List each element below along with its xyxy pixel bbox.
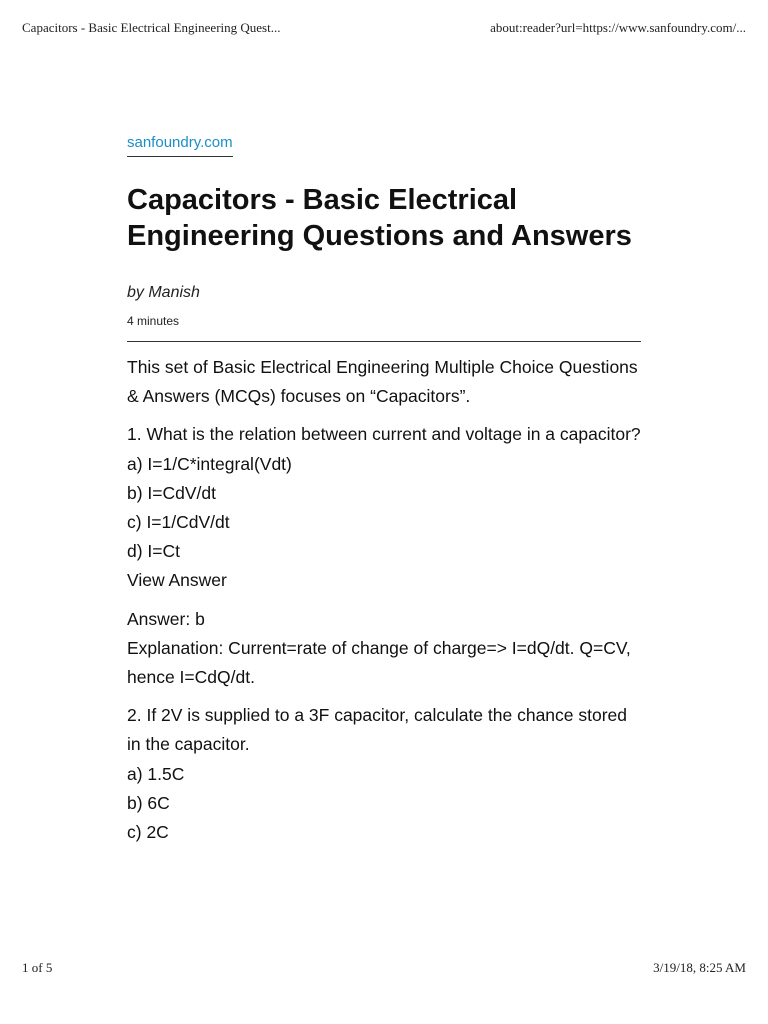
option-b: b) 6C [127,792,170,813]
article-title: Capacitors - Basic Electrical Engineering Questions and Answers [127,184,632,252]
print-footer [22,960,746,980]
question-block-1 [127,420,642,595]
answer-text: Answer: b [127,608,205,629]
source-domain-link[interactable]: sanfoundry.com [127,134,233,157]
question-block-2 [127,701,642,847]
print-datetime: 3/19/18, 8:25 AM [653,960,746,975]
reading-time: 4 minutes [127,314,180,328]
print-header [22,20,746,40]
intro-paragraph: This set of Basic Electrical Engineering Multiple Choice Questions & Answers (MCQs) focuses on “Capacitors”. [127,357,638,407]
article-content [127,353,642,847]
option-c: c) 2C [127,822,169,843]
view-answer-link[interactable]: View Answer [127,570,227,591]
option-c: c) I=1/CdV/dt [127,512,230,533]
print-header-url: about:reader?url=https://www.sanfoundry.com/... [490,20,746,35]
article-byline: by Manish [127,284,200,301]
question-text: 1. What is the relation between current and voltage in a capacitor? [127,424,641,445]
question-text: 2. If 2V is supplied to a 3F capacitor, calculate the chance stored in the capacitor. [127,705,628,755]
option-b: b) I=CdV/dt [127,482,217,503]
reader-article [127,134,642,924]
print-header-title: Capacitors - Basic Electrical Engineering Quest... [22,20,281,35]
answer-block-1 [127,605,642,693]
option-a: a) 1.5C [127,763,185,784]
explanation-text: Explanation: Current=rate of change of charge=> I=dQ/dt. Q=CV, hence I=CdQ/dt. [127,637,631,688]
page-number: 1 of 5 [22,960,53,975]
option-d: d) I=Ct [127,541,181,562]
option-a: a) I=1/C*integral(Vdt) [127,453,292,474]
header-divider [127,341,641,342]
